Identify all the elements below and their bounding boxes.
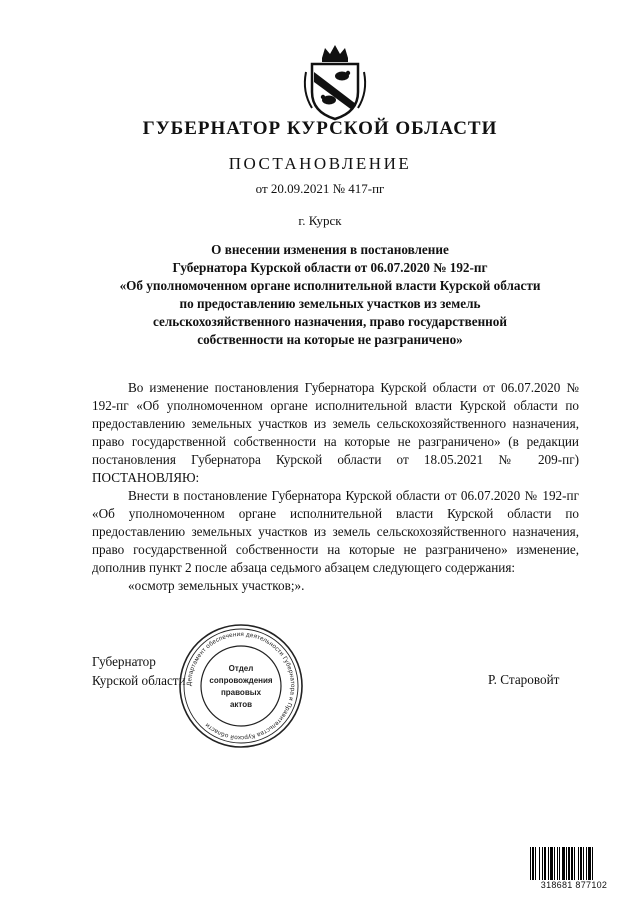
title-line: «Об уполномоченном органе исполнительной власти Курской области (119, 278, 541, 293)
barcode-bar (542, 847, 543, 881)
issuing-authority: ГУБЕРНАТОР КУРСКОЙ ОБЛАСТИ (142, 118, 498, 139)
document-title (70, 241, 590, 349)
body-paragraph-inserted-text: «осмотр земельных участков;». (128, 578, 305, 593)
barcode-bar (574, 847, 575, 881)
barcode-number: 318681 877102 (528, 880, 620, 890)
barcode-bar (568, 847, 570, 881)
barcode-bar (578, 847, 579, 881)
barcode-bar (583, 847, 584, 881)
barcode-bar (592, 847, 593, 881)
title-line: Губернатора Курской области от 06.07.2020 № 192-пг (172, 260, 488, 275)
signatory-position (92, 652, 186, 690)
barcode-bar (586, 847, 587, 881)
stamp-center-line: правовых (220, 688, 262, 697)
barcode-bar (566, 847, 567, 881)
document-date-number: от 20.09.2021 № 417-пг (255, 181, 385, 196)
barcode-bar (535, 847, 536, 881)
stamp-center-line: Отдел (228, 664, 254, 673)
barcode-bar (550, 847, 553, 881)
title-line: собственности на которые не разграничено» (197, 332, 463, 347)
barcode-bar (554, 847, 555, 881)
body-paragraph-amendment: Внести в постановление Губернатора Курской области от 06.07.2020 № 192-пг «Об уполномоченном органе исполнительной власти Курской области по предоставлению земельных участков из земель сельскохозяйственного назначения, право государственной собственности на которые не разграничено» изменение, дополнив пункт 2 после абзаца седьмого абзацем следующего содержания: (92, 488, 579, 575)
signatory-position-line: Губернатор (92, 654, 156, 669)
title-line: О внесении изменения в постановление (211, 242, 449, 257)
body-paragraph-preamble: Во изменение постановления Губернатора Курской области от 06.07.2020 № 192-пг «Об уполномоченном органе исполнительной власти Курской области по предоставлению земельных участков из земель сельскохозяйственного назначения, право государственной собственности на которые не разграничено» (в редакции постановления Губернатора Курской области от 18.05.2021 № 209-пг) ПОСТАНОВЛЯЮ: (92, 380, 579, 485)
signatory-name: Р. Старовойт (488, 672, 560, 687)
stamp-center-line: актов (229, 700, 253, 709)
barcode-bar (539, 847, 540, 881)
barcode-bar (548, 847, 549, 881)
kursk-coat-of-arms-icon (300, 42, 370, 122)
barcode-bar (588, 847, 591, 881)
barcode-bar (544, 847, 546, 881)
title-line: по предоставлению земельных участков из земель (179, 296, 481, 311)
document-type: ПОСТАНОВЛЕНИЕ (228, 154, 412, 173)
barcode-bar (559, 847, 560, 881)
barcode-bar (580, 847, 582, 881)
official-stamp (177, 622, 305, 750)
barcode-bar (532, 847, 534, 881)
signatory-position-line: Курской области (92, 673, 186, 688)
stamp-ring-text: Департамент обеспечения деятельности Губернатора и Правительства Курской области (185, 630, 297, 742)
barcode-bar (530, 847, 531, 881)
svg-text:Департамент обеспечения деятел (186, 631, 296, 741)
barcode-bar (557, 847, 558, 881)
place-of-issue: г. Курск (298, 213, 342, 228)
title-line: сельскохозяйственного назначения, право государственной (153, 314, 507, 329)
stamp-center-line: сопровождения (209, 676, 273, 685)
barcode-bar (571, 847, 573, 881)
barcode-bar (562, 847, 565, 881)
document-body (92, 379, 579, 595)
